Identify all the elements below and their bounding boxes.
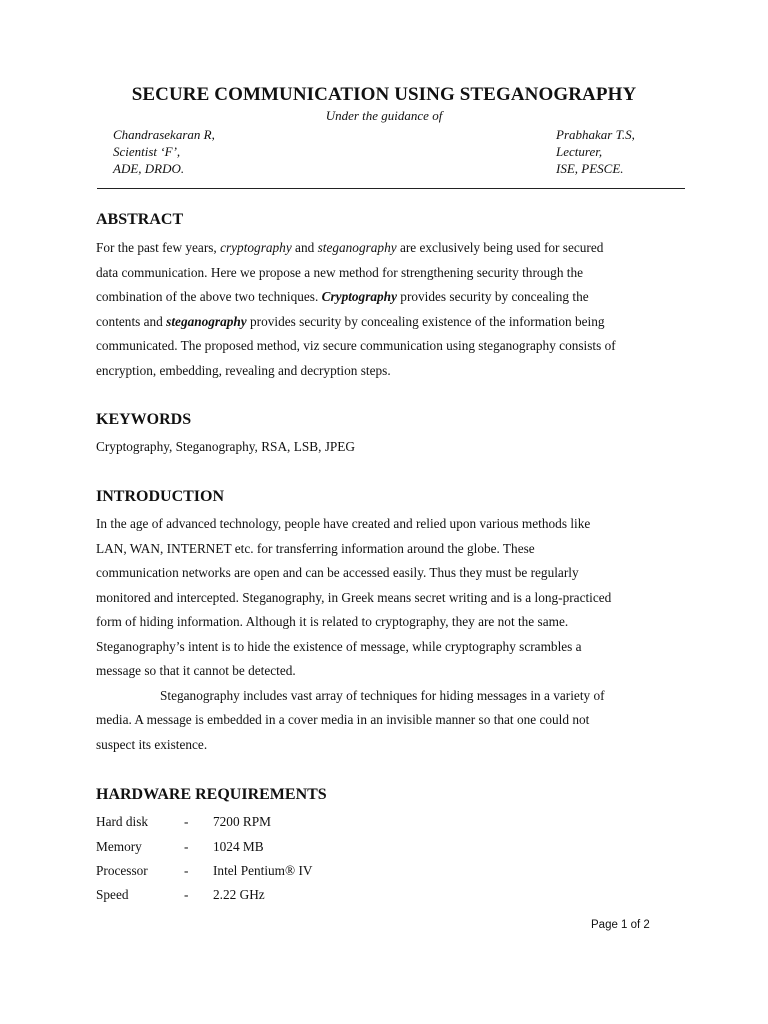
guidance-line: Under the guidance of (325, 108, 443, 123)
abstract-line: communicated. The proposed method, viz secure communication using steganography consists of (96, 338, 616, 353)
intro-line: In the age of advanced technology, people have created and relied upon various methods like (96, 516, 591, 531)
bold-emphasis-steganography: steganography (166, 313, 247, 329)
hardware-row-speed: Speed - 2.22 GHz (96, 887, 265, 902)
abstract-line: combination of the above two techniques. Cryptography provides security by concealing the (96, 289, 589, 304)
author-name: Chandrasekaran R, (113, 127, 215, 142)
author-role: Scientist ‘F’, (113, 144, 181, 159)
emphasis-cryptography: cryptography (220, 240, 292, 255)
introduction-body (96, 512, 656, 757)
intro-line: form of hiding information. Although it is related to cryptography, they are not the same. (96, 614, 569, 629)
author-name: Prabhakar T.S, (556, 127, 635, 142)
intro-line: suspect its existence. (96, 736, 208, 752)
bold-emphasis-cryptography: Cryptography (321, 289, 397, 304)
header-divider (97, 188, 685, 189)
abstract-line: contents and steganography provides security by concealing existence of the information being (96, 313, 605, 329)
intro-line: media. A message is embedded in a cover media in an invisible manner so that one could not (96, 712, 590, 727)
intro-line: Steganography includes vast array of techniques for hiding messages in a variety of (160, 687, 605, 703)
keywords-heading: KEYWORDS (96, 411, 192, 428)
intro-line: Steganography’s intent is to hide the existence of message, while cryptography scrambles a (96, 638, 582, 654)
abstract-line: encryption, embedding, revealing and decryption steps. (96, 362, 391, 378)
intro-line: LAN, WAN, INTERNET etc. for transferring information around the globe. These (96, 540, 535, 556)
introduction-heading: INTRODUCTION (96, 488, 225, 505)
hardware-row-memory: Memory - 1024 MB (96, 839, 264, 854)
hardware-row-processor: Processor - Intel Pentium® IV (96, 863, 313, 878)
page-number: Page 1 of 2 (591, 919, 650, 931)
abstract-line: For the past few years, cryptography and steganography are exclusively being used for secured (96, 240, 604, 255)
intro-line: message so that it cannot be detected. (96, 663, 296, 678)
intro-line: communication networks are open and can be accessed easily. Thus they must be regularly (96, 565, 579, 580)
author-org: ISE, PESCE. (556, 161, 624, 176)
author-role: Lecturer, (556, 144, 603, 159)
author-left (113, 126, 215, 177)
abstract-heading: ABSTRACT (96, 211, 184, 228)
hardware-heading: HARDWARE REQUIREMENTS (96, 786, 327, 803)
keywords-list: Cryptography, Steganography, RSA, LSB, JPEG (96, 439, 356, 454)
abstract-line: data communication. Here we propose a new method for strengthening security through the (96, 264, 584, 280)
author-org: ADE, DRDO. (113, 161, 185, 176)
intro-line: monitored and intercepted. Steganography, in Greek means secret writing and is a long-practiced (96, 589, 612, 605)
author-right (556, 126, 635, 177)
emphasis-steganography: steganography (317, 240, 397, 255)
abstract-body (96, 236, 656, 383)
paper-title: SECURE COMMUNICATION USING STEGANOGRAPHY (131, 84, 637, 105)
hardware-row-hard-disk: Hard disk - 7200 RPM (96, 814, 272, 829)
